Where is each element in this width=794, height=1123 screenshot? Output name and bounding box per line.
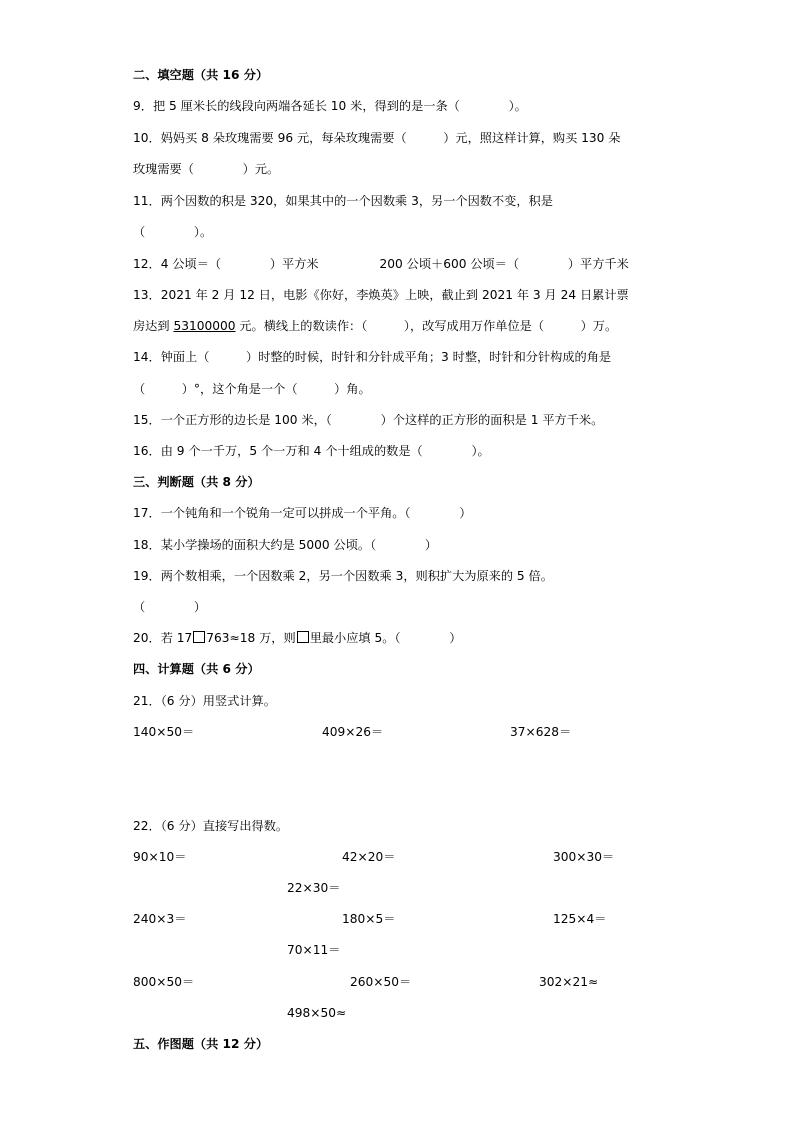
question-11-line2: （ ）。 — [133, 225, 213, 239]
question-18: 18．某小学操场的面积大约是 5000 公顷。（ ） — [133, 538, 438, 552]
q22-item-3: 300×30＝ — [553, 850, 615, 864]
question-13-line2 — [133, 318, 617, 334]
q22-item-8: 70×11＝ — [287, 943, 341, 957]
q22-item-9: 800×50＝ — [133, 975, 195, 989]
q22-item-4: 22×30＝ — [287, 881, 341, 895]
q22-item-7: 125×4＝ — [553, 912, 607, 926]
section-heading-drawing: 五、作图题（共 12 分） — [133, 1037, 269, 1051]
question-15: 15．一个正方形的边长是 100 米，（ ）个这样的正方形的面积是 1 平方千米。 — [133, 413, 604, 427]
question-19-line2: （ ） — [133, 600, 207, 614]
q21-item-3: 37×628＝ — [510, 725, 572, 739]
q20-middle: 763≈18 万，则 — [206, 631, 296, 645]
q21-item-1: 140×50＝ — [133, 725, 195, 739]
q21-item-2: 409×26＝ — [322, 725, 384, 739]
question-19-line1: 19．两个数相乘，一个因数乘 2，另一个因数乘 3，则积扩大为原来的 5 倍。 — [133, 569, 553, 583]
q13-underlined-number: 53100000 — [173, 319, 236, 333]
q22-item-11: 302×21≈ — [539, 975, 599, 989]
question-14-line1: 14．钟面上（ ）时整的时候，时针和分针成平角；3 时整，时针和分针构成的角是 — [133, 350, 612, 364]
q22-item-10: 260×50＝ — [350, 975, 412, 989]
q22-item-6: 180×5＝ — [342, 912, 396, 926]
question-12: 12．4 公顷＝（ ）平方米 200 公顷＋600 公顷＝（ ）平方千米 — [133, 257, 629, 271]
question-21: 21．（6 分）用竖式计算。 — [133, 694, 276, 708]
q13-prefix: 房达到 — [133, 319, 174, 333]
section-heading-true-false: 三、判断题（共 8 分） — [133, 475, 260, 489]
question-13-line1: 13．2021 年 2 月 12 日，电影《你好，李焕英》上映，截止到 2021 年 3 月 24 日累计票 — [133, 288, 629, 302]
q22-item-5: 240×3＝ — [133, 912, 187, 926]
question-9: 9．把 5 厘米长的线段向两端各延长 10 米，得到的是一条（ ）。 — [133, 99, 527, 113]
blank-square-icon — [297, 631, 309, 643]
question-17: 17．一个钝角和一个锐角一定可以拼成一个平角。（ ） — [133, 506, 472, 520]
question-14-line2: （ ）°，这个角是一个（ ）角。 — [133, 382, 371, 396]
question-10-line1: 10．妈妈买 8 朵玫瑰需要 96 元，每朵玫瑰需要（ ）元，照这样计算，购买 130 朵 — [133, 131, 621, 145]
question-20 — [133, 630, 461, 646]
q22-item-1: 90×10＝ — [133, 850, 187, 864]
question-11-line1: 11．两个因数的积是 320，如果其中的一个因数乘 3，另一个因数不变，积是 — [133, 194, 553, 208]
blank-square-icon — [193, 631, 205, 643]
q13-suffix: 元。横线上的数读作：（ ），改写成用万作单位是（ ）万。 — [235, 319, 618, 333]
q20-suffix: 里最小应填 5。（ ） — [309, 631, 462, 645]
question-10-line2: 玫瑰需要（ ）元。 — [133, 162, 280, 176]
question-22: 22．（6 分）直接写出得数。 — [133, 819, 289, 833]
q20-prefix: 20．若 17 — [133, 631, 193, 645]
q22-item-2: 42×20＝ — [342, 850, 396, 864]
section-heading-calculation: 四、计算题（共 6 分） — [133, 662, 260, 676]
section-heading-fill-blank: 二、填空题（共 16 分） — [133, 68, 269, 82]
question-16: 16．由 9 个一千万，5 个一万和 4 个十组成的数是（ ）。 — [133, 444, 490, 458]
q22-item-12: 498×50≈ — [287, 1006, 347, 1020]
